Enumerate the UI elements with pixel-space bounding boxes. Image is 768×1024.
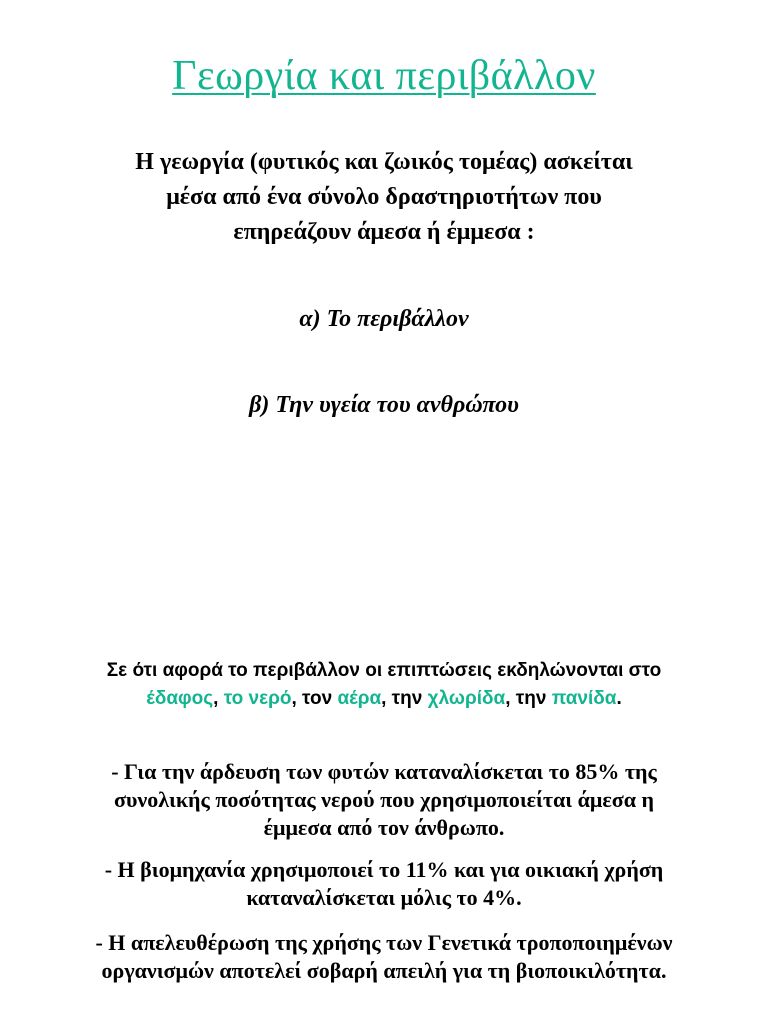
paragraph-line: - Η απελευθέρωση της χρήσης των Γενετικά τροποποιημένων [95, 930, 673, 955]
irrigation-paragraph [30, 758, 738, 842]
separator: , τον [291, 688, 338, 709]
separator: , [213, 688, 224, 709]
paragraph-line: καταναλίσκεται μόλις το 4%. [246, 885, 522, 910]
separator: , την [381, 688, 428, 709]
environment-list-line [20, 685, 748, 713]
paragraph-line: οργανισμών αποτελεί σοβαρή απειλή για τη βιοποικιλότητα. [101, 958, 667, 983]
industry-paragraph [30, 856, 738, 912]
paragraph-line: - Για την άρδευση των φυτών καταναλίσκεται το 85% της [111, 759, 657, 784]
sentence-end: . [616, 688, 622, 709]
highlight-flora: χλωρίδα [427, 688, 506, 709]
paragraph-line: έμμεσα από τον άνθρωπο. [263, 815, 505, 840]
highlight-soil: έδαφος [146, 688, 214, 709]
highlight-fauna: πανίδα [551, 688, 617, 709]
gmo-paragraph [30, 929, 738, 985]
paragraph-line: - Η βιομηχανία χρησιμοποιεί το 11% και για οικιακή χρήση [104, 857, 664, 882]
paragraph-line: συνολικής ποσότητας νερού που χρησιμοποιείται άμεσα η [114, 787, 654, 812]
intro-line: Η γεωργία (φυτικός και ζωικός τομέας) ασκείται [135, 149, 633, 175]
environment-intro-line: Σε ότι αφορά το περιβάλλον οι επιπτώσεις εκδηλώνονται στο [106, 660, 662, 681]
page-title: Γεωργία και περιβάλλον [172, 53, 596, 99]
environment-impacts-paragraph [20, 657, 748, 713]
separator: , την [505, 688, 552, 709]
highlight-water: το νερό [223, 688, 292, 709]
highlight-air: αέρα [337, 688, 382, 709]
intro-paragraph [40, 145, 728, 250]
list-item-environment: α) Το περιβάλλον [299, 306, 469, 332]
intro-line: μέσα από ένα σύνολο δραστηριοτήτων που [166, 184, 602, 210]
intro-line: επηρεάζουν άμεσα ή έμμεσα : [233, 219, 535, 245]
list-item-human-health: β) Την υγεία του ανθρώπου [249, 392, 519, 418]
